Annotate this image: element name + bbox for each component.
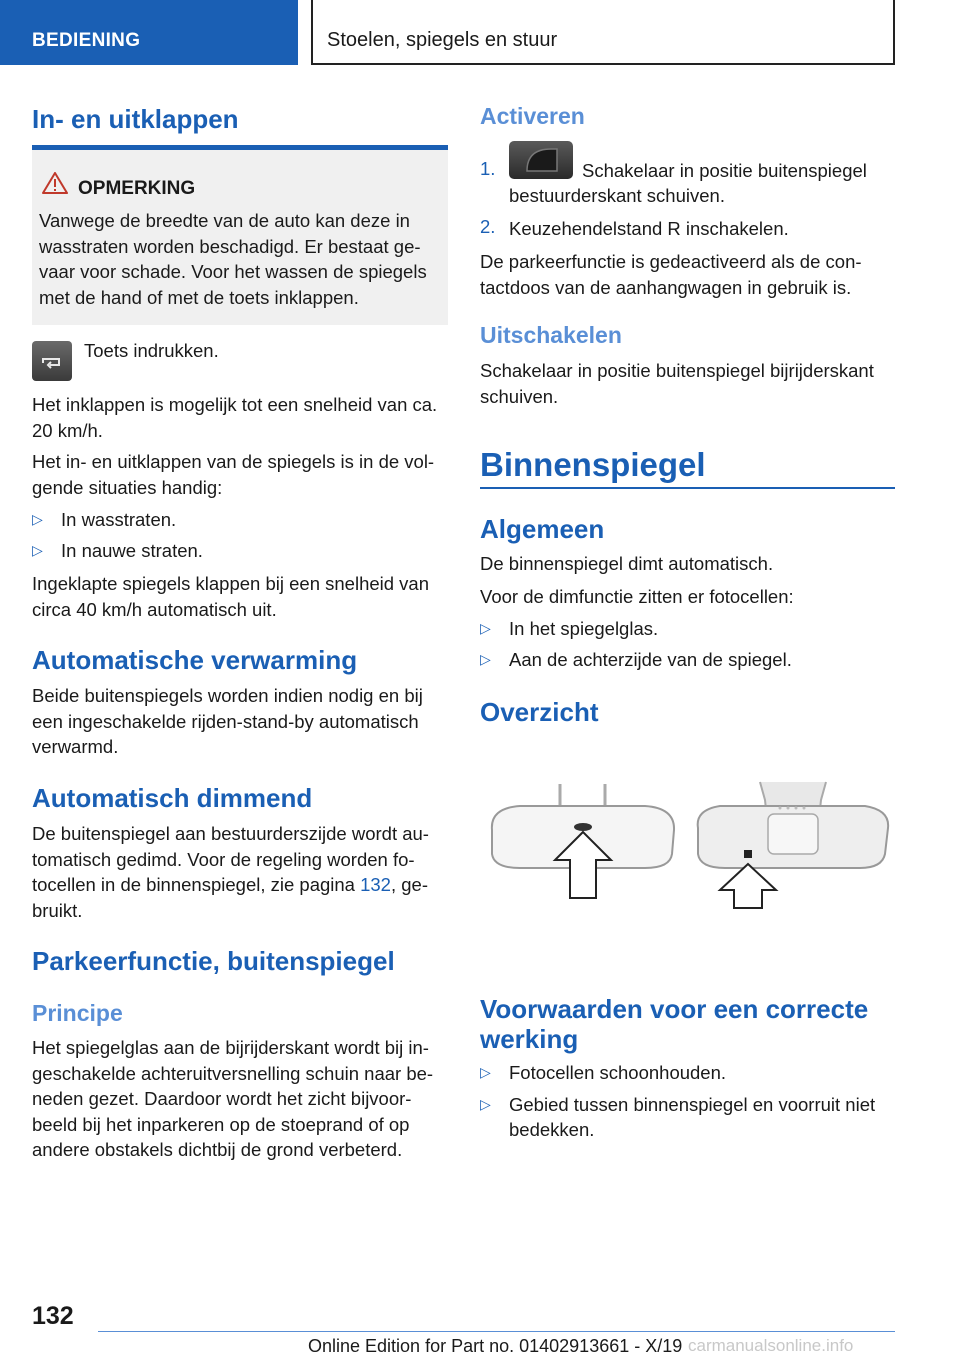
warning-box <box>32 145 448 325</box>
triangle-bullet-icon: ▷ <box>480 1096 491 1112</box>
section-tab <box>0 0 298 65</box>
paragraph-dimming: De buitenspiegel aan bestuurderszijde wordt au- tomatisch gedimd. Voor de regeling worden fo- tocellen in de binnenspiegel, zie pagina 132, ge- bruikt. <box>32 823 429 921</box>
paragraph-speed: Het inklappen is mogelijk tot een snelheid van ca. 20 km/h. <box>32 394 438 441</box>
heading-principle: Principe <box>32 1000 123 1026</box>
heading-activate: Activeren <box>480 103 585 129</box>
page-number: 132 <box>32 1302 74 1330</box>
page-link[interactable]: 132 <box>360 874 391 895</box>
heading-overview: Overzicht <box>480 697 599 727</box>
paragraph-switch-off: Schakelaar in positie buitenspiegel bijrijderskant schuiven. <box>480 360 874 407</box>
mirror-illustration <box>480 770 895 920</box>
chapter-title: Stoelen, spiegels en stuur <box>327 29 558 51</box>
heading-dimming: Automatisch dimmend <box>32 783 313 813</box>
paragraph-general-1: De binnenspiegel dimt automatisch. <box>480 553 774 574</box>
step-number: 2. <box>480 216 496 237</box>
paragraph-unfold: Ingeklapte spiegels klappen bij een snelheid van circa 40 km/h automatisch uit. <box>32 573 430 620</box>
paragraph-deactivated: De parkeerfunctie is gedeactiveerd als de con- tactdoos van de aanhangwagen in gebruik is. <box>480 251 862 298</box>
heading-parking: Parkeerfunctie, buitenspiegel <box>32 946 395 976</box>
edition-text: Online Edition for Part no. 01402913661 - X/19 <box>308 1336 683 1356</box>
footer-rule <box>98 1331 895 1332</box>
fold-button-icon <box>32 341 72 381</box>
step2-text: Keuzehendelstand R inschakelen. <box>509 218 789 239</box>
heading-heating: Automatische verwarming <box>32 645 358 675</box>
triangle-bullet-icon: ▷ <box>480 1064 491 1080</box>
triangle-bullet-icon: ▷ <box>32 511 43 527</box>
section-title: BEDIENING <box>32 30 141 51</box>
switch-icon <box>509 141 573 179</box>
heading-switch-off: Uitschakelen <box>480 322 622 348</box>
triangle-bullet-icon: ▷ <box>480 620 491 636</box>
step-number: 1. <box>480 158 496 179</box>
chapter-header <box>311 0 895 65</box>
paragraph-heating: Beide buitenspiegels worden indien nodig en bij een ingeschakelde rijden-stand-by automatisch verwarmd. <box>32 685 423 757</box>
paragraph-situations: Het in- en uitklappen van de spiegels is in de vol- gende situaties handig: <box>32 451 435 498</box>
toets-text: Toets indrukken. <box>84 340 219 361</box>
step1-text-b: bestuurderskant schuiven. <box>509 185 725 206</box>
warning-icon <box>42 172 68 194</box>
step1-text-a: Schakelaar in positie buitenspiegel <box>582 160 867 181</box>
warning-title: OPMERKING <box>78 178 196 199</box>
paragraph-principle: Het spiegelglas aan de bijrijderskant wordt bij in- geschakelde achteruitversnelling schuin naar be- neden gezet. Daardoor wordt het zicht bijvoor- beeld bij het inparkeren op de stoeprand of op andere obstakels dichtbij de grond verbeterd. <box>32 1037 434 1160</box>
warning-text: Vanwege de breedte van de auto kan deze in wasstraten worden beschadigd. Er bestaat ge- vaar voor schade. Voor het wassen de spiegels met de hand of met de toets inklappen. <box>39 210 427 308</box>
heading-general: Algemeen <box>480 514 605 544</box>
triangle-bullet-icon: ▷ <box>480 651 491 667</box>
heading-fold: In- en uitklappen <box>32 104 239 134</box>
heading-conditions: Voorwaarden voor een correcte werking <box>480 994 869 1054</box>
heading-inner-mirror: Binnenspiegel <box>480 446 706 483</box>
triangle-bullet-icon: ▷ <box>32 542 43 558</box>
heading-rule <box>480 487 895 489</box>
watermark: carmanualsonline.info <box>688 1336 854 1355</box>
paragraph-general-2: Voor de dimfunctie zitten er fotocellen: <box>480 586 794 607</box>
